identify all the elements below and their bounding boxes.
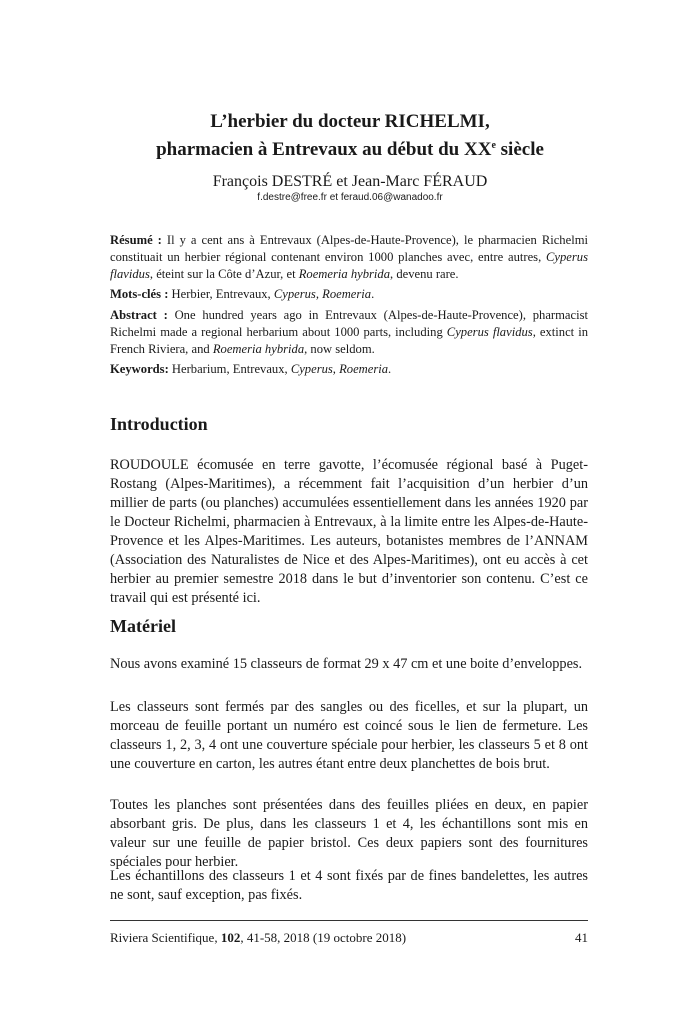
title-line-1: L’herbier du docteur RICHELMI,	[210, 111, 490, 132]
authors: François DESTRÉ et Jean-Marc FÉRAUD	[212, 173, 488, 190]
keywords-genera: Cyperus, Roemeria	[290, 362, 389, 376]
motscles-paragraph	[110, 286, 588, 303]
page-number: 41	[575, 930, 588, 945]
title-line-2	[156, 139, 544, 160]
journal-citation	[110, 930, 406, 946]
resume-label: Résumé :	[110, 233, 162, 247]
materiel-paragraph-3: Toutes les planches sont présentées dans des feuilles pliées en deux, en papier absorbant gris. De plus, dans les classeurs 1 et 4, les échantillons sont mis en valeur sur une feuille de papier bristol. Ces deux papiers sont des fournitures spéciales pour herbier.	[110, 797, 588, 870]
resume-text-3: , devenu rare.	[390, 267, 459, 281]
resume-paragraph	[110, 232, 588, 283]
materiel-paragraph-4: Les échantillons des classeurs 1 et 4 sont fixés par de fines bandelettes, les autres ne sont, sauf exception, pas fixés.	[110, 868, 588, 903]
journal-name: Riviera Scientifique,	[110, 930, 221, 945]
footer-rule	[110, 920, 588, 921]
abstract-text-1: One hundred years ago in Entrevaux (Alpes-de-Haute-Provence), pharmacist Richelmi made a regional herbarium about 1000 parts, including	[110, 308, 588, 339]
keywords-text-2: .	[388, 362, 392, 376]
abstract-species-1: Cyperus flavidus	[446, 325, 533, 339]
resume-text-2: , éteint sur la Côte d’Azur, et	[149, 267, 299, 281]
introduction-paragraph: ROUDOULE écomusée en terre gavotte, l’écomusée régional basé à Puget-Rostang (Alpes-Maritimes), a récemment fait l’acquisition d’un herbier d’un millier de parts (ou planches) accumulées essentiellement dans les années 1920 par le Docteur Richelmi, pharmacien à Entrevaux, à la limite entre les Alpes-de-Haute-Provence et les Alpes-Maritimes. Les auteurs, botanistes membres de l’ANNAM (Association des Naturalistes de Nice et des Alpes-Maritimes), ont eu accès à cet herbier au premier semestre 2018 dans le but d’inventorier son contenu. C’est ce travail qui est présenté ici.	[110, 457, 588, 606]
materiel-heading: Matériel	[110, 616, 176, 636]
abstract-text-3: , now seldom.	[304, 342, 375, 356]
motscles-text-2: .	[371, 287, 375, 301]
keywords-text-1: Herbarium, Entrevaux,	[168, 362, 291, 376]
abstract-species-2: Roemeria hybrida	[212, 342, 305, 356]
keywords-paragraph	[110, 361, 588, 378]
title-superscript: e	[491, 140, 496, 151]
abstract-paragraph	[110, 307, 588, 358]
paper-title	[110, 110, 590, 162]
journal-volume: 102	[220, 930, 241, 945]
title-line-2-end: siècle	[495, 139, 544, 160]
motscles-label: Mots-clés :	[110, 287, 169, 301]
title-line-2-text: pharmacien à Entrevaux au début du XX	[156, 139, 492, 160]
abstract-text-2: , extinct in French Riviera, and	[110, 325, 589, 356]
materiel-paragraph-1: Nous avons examiné 15 classeurs de format 29 x 47 cm et une boite d’enveloppes.	[110, 656, 583, 672]
journal-pages-date: , 41-58, 2018 (19 octobre 2018)	[240, 930, 407, 945]
motscles-text-1: Herbier, Entrevaux,	[168, 287, 274, 301]
motscles-genera: Cyperus, Roemeria	[273, 287, 372, 301]
keywords-label: Keywords:	[110, 362, 169, 376]
materiel-paragraph-2: Les classeurs sont fermés par des sangles ou des ficelles, et sur la plupart, un morceau de feuille portant un numéro est coincé sous le lien de fermeture. Les classeurs 1, 2, 3, 4 ont une couverture spéciale pour herbier, les classeurs 5 et 8 ont une couverture en carton, les autres étant entre deux planchettes de bois brut.	[110, 699, 588, 772]
abstract-label: Abstract :	[110, 308, 168, 322]
resume-text-1: Il y a cent ans à Entrevaux (Alpes-de-Haute-Provence), le pharmacien Richelmi constituait un herbier régional contenant environ 1000 planches avec, entre autres,	[110, 233, 588, 264]
introduction-heading: Introduction	[110, 414, 208, 434]
author-emails: f.destre@free.fr et feraud.06@wanadoo.fr	[257, 192, 443, 203]
resume-species-2: Roemeria hybrida	[298, 267, 391, 281]
resume-species-1: Cyperus flavidus	[110, 250, 588, 281]
